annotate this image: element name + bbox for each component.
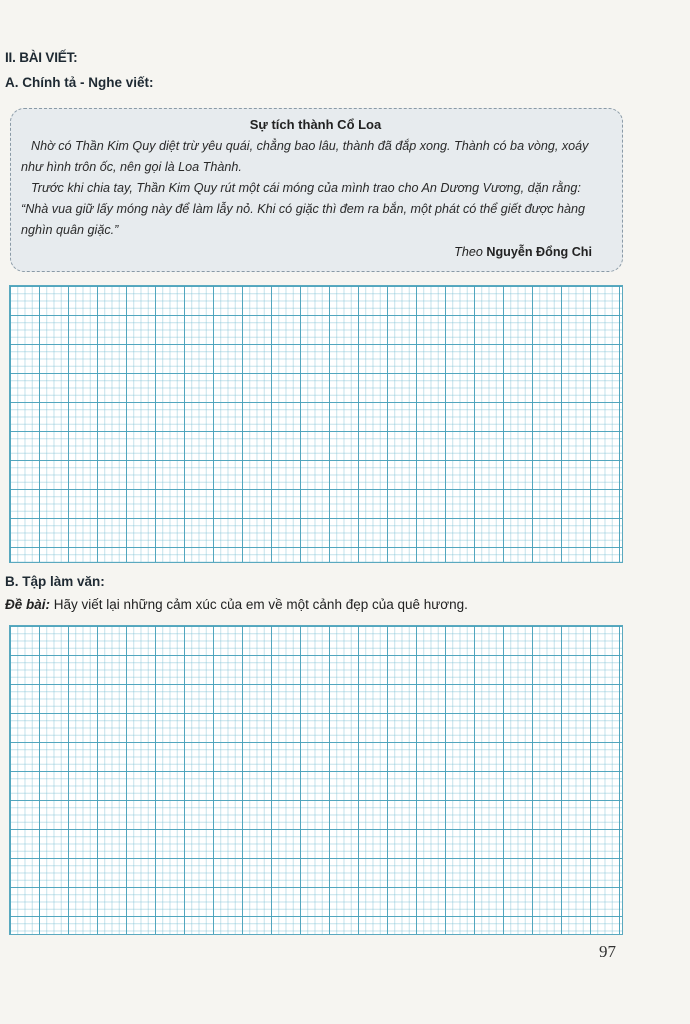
essay-writing-grid[interactable] <box>9 625 623 935</box>
passage-author: Nguyễn Đổng Chi <box>486 245 592 259</box>
page-number: 97 <box>599 942 616 961</box>
task-text: Hãy viết lại những cảm xúc của em về một cảnh đẹp của quê hương. <box>53 597 468 612</box>
part-a-title: A. Chính tả - Nghe viết: <box>5 75 154 90</box>
essay-task <box>5 597 468 612</box>
dictation-passage-box <box>10 108 623 272</box>
passage-paragraph-2: Trước khi chia tay, Thần Kim Quy rút một cái móng của mình trao cho An Dương Vương, dặn rằng: “Nhà vua giữ lấy móng này để làm lẫy nỏ. Khi có giặc thì đem ra bắn, một phát có thể giết được hàng nghìn quân giặc.” <box>21 181 586 237</box>
dictation-writing-grid[interactable] <box>9 285 623 563</box>
byline-prefix: Theo <box>454 245 483 259</box>
part-b-title: B. Tập làm văn: <box>5 574 105 589</box>
passage-title: Sự tích thành Cổ Loa <box>249 117 382 132</box>
task-label: Đề bài: <box>5 597 51 612</box>
passage-paragraph-1: Nhờ có Thần Kim Quy diệt trừ yêu quái, chẳng bao lâu, thành đã đắp xong. Thành có ba vòng, xoáy như hình trôn ốc, nên gọi là Loa Thành. <box>21 139 589 174</box>
passage-byline <box>21 245 610 259</box>
section-title: II. BÀI VIẾT: <box>5 50 78 65</box>
